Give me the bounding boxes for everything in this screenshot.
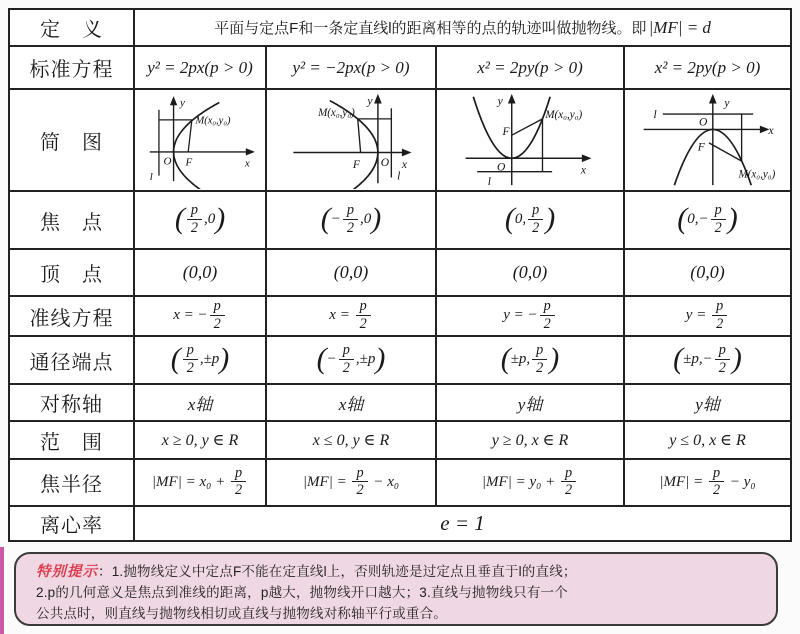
row-label-focal-radius: 焦半径 (9, 459, 134, 506)
directrix-label: l (149, 171, 153, 184)
vertex-2: (0,0) (333, 262, 369, 282)
row-label-symmetry-axis: 对称轴 (9, 384, 134, 421)
latus-3: (±p, $\frac{p}{2}$ ) (500, 342, 560, 376)
cell-equation-1 (134, 46, 266, 89)
definition-text: 平面与定点F和一条定直线l的距离相等的点的轨迹叫做抛物线。即 (214, 20, 647, 37)
note-line-2: 2.p的几何意义是焦点到准线的距离，p越大，抛物线开口越大；3.直线与抛物线只有一个 (36, 585, 568, 601)
row-label-vertex: 顶 点 (9, 249, 134, 296)
row-diagram (9, 89, 791, 191)
cell-latus-4 (624, 336, 791, 384)
note-line-1 (36, 561, 760, 583)
axis-label-y: y (367, 95, 373, 108)
equation-3: x² = 2py(p > 0) (477, 57, 583, 77)
latus-4: (±p,− $\frac{p}{2}$ ) (673, 342, 742, 376)
axis-label-y: y (497, 95, 503, 108)
row-equation (9, 46, 791, 89)
focus-2: (− $\frac{p}{2}$ ,0) (320, 202, 382, 236)
cell-focus-4 (624, 191, 791, 249)
equation-4: x² = 2py(p > 0) (654, 57, 761, 77)
vertex-3: (0,0) (512, 262, 548, 282)
cell-range-2 (266, 421, 436, 459)
directrix-label: l (653, 108, 657, 121)
cell-focus-1 (134, 191, 266, 249)
directrix-4: y = $\frac{p}{2}$ (686, 307, 729, 323)
diagram-parabola-opens-right (137, 91, 265, 189)
cell-vertex-3 (436, 249, 624, 296)
cell-eccentricity (134, 506, 791, 541)
cell-directrix-3 (436, 296, 624, 336)
cell-vertex-1 (134, 249, 266, 296)
point-m-label: M(x₀,y₀) (195, 115, 231, 127)
cell-diagram-right-opening (134, 89, 266, 191)
radius-4: |MF| = $\frac{p}{2}$ − y₀ (659, 464, 756, 498)
focus-3: (0, $\frac{p}{2}$ ) (504, 202, 556, 236)
row-vertex (9, 249, 791, 296)
axis-label-x: x (580, 164, 587, 177)
axis-2: x轴 (338, 395, 364, 414)
cell-directrix-4 (624, 296, 791, 336)
cell-radius-1 (134, 459, 266, 506)
directrix-2: x = $\frac{p}{2}$ (329, 307, 372, 323)
cell-axis-2 (266, 384, 436, 421)
diagram-parabola-opens-up (441, 91, 619, 189)
focus-1: ( $\frac{p}{2}$ ,0) (174, 202, 226, 236)
radius-3: |MF| = y₀ + $\frac{p}{2}$ (482, 474, 578, 490)
equation-1: y² = 2px(p > 0) (147, 57, 253, 77)
diagram-parabola-opens-left (271, 91, 431, 189)
eccentricity-value: e = 1 (440, 511, 485, 535)
cell-vertex-4 (624, 249, 791, 296)
row-label-definition: 定 义 (9, 9, 134, 46)
focus-label: F (697, 141, 705, 154)
row-range (9, 421, 791, 459)
axis-4: y轴 (695, 395, 720, 414)
axis-label-x: x (401, 158, 408, 171)
cell-range-4 (624, 421, 791, 459)
note-text-1: ：1.抛物线定义中定点F不能在定直线l上，否则轨迹是过定点且垂直于l的直线； (98, 564, 577, 579)
note-line-3: 公共点时，则直线与抛物线相切或直线与抛物线对称轴平行或重合。 (36, 605, 447, 621)
cell-axis-3 (436, 384, 624, 421)
note-title: 特别提示 (36, 564, 98, 580)
row-label-focus: 焦 点 (9, 191, 134, 249)
row-label-diagram: 简 图 (9, 89, 134, 191)
row-definition (9, 9, 791, 46)
point-m-label: M(x₀,y₀) (737, 168, 775, 181)
cell-definition (134, 9, 791, 46)
row-symmetry-axis (9, 384, 791, 421)
cell-equation-3 (436, 46, 624, 89)
cell-latus-2 (266, 336, 436, 384)
cell-axis-4 (624, 384, 791, 421)
cell-latus-1 (134, 336, 266, 384)
axis-label-y: y (179, 97, 185, 110)
point-m-label: M(x₀,y₀) (545, 108, 583, 121)
radius-2: |MF| = $\frac{p}{2}$ − x₀ (302, 464, 400, 498)
vertex-1: (0,0) (182, 262, 218, 282)
axis-3: y轴 (517, 395, 543, 414)
cell-radius-4 (624, 459, 791, 506)
directrix-1: x = − $\frac{p}{2}$ (173, 307, 227, 323)
focus-label: F (185, 156, 193, 169)
radius-1: |MF| = x₀ + $\frac{p}{2}$ (152, 474, 248, 490)
cell-equation-2 (266, 46, 436, 89)
axis-1: x轴 (187, 395, 213, 414)
cell-radius-2 (266, 459, 436, 506)
definition-math: |MF| = d (648, 18, 711, 37)
row-focal-radius (9, 459, 791, 506)
directrix-label: l (487, 176, 491, 189)
row-label-eccentricity: 离心率 (9, 506, 134, 541)
origin-label: O (497, 161, 506, 174)
special-note-box (14, 552, 778, 626)
axis-label-x: x (768, 125, 774, 138)
focus-label: F (352, 158, 360, 171)
cell-diagram-left-opening (266, 89, 436, 191)
latus-1: ( $\frac{p}{2}$ ,±p) (170, 342, 230, 376)
row-label-range: 范 围 (9, 421, 134, 459)
axis-label-y: y (723, 97, 729, 110)
cell-diagram-up-opening (436, 89, 624, 191)
range-2: x ≤ 0, y ∈ R (312, 432, 390, 449)
origin-label: O (163, 155, 172, 168)
focus-4: (0,− $\frac{p}{2}$ ) (677, 202, 738, 236)
cell-diagram-down-opening (624, 89, 791, 191)
row-label-equation: 标准方程 (9, 46, 134, 89)
axis-label-x: x (244, 157, 250, 170)
cell-focus-3 (436, 191, 624, 249)
cell-range-1 (134, 421, 266, 459)
vertex-4: (0,0) (690, 262, 725, 282)
directrix-label: l (397, 170, 401, 183)
directrix-3: y = − $\frac{p}{2}$ (503, 307, 557, 323)
cell-radius-3 (436, 459, 624, 506)
row-label-latus-rectum: 通径端点 (9, 336, 134, 384)
cell-vertex-2 (266, 249, 436, 296)
latus-2: (− $\frac{p}{2}$ ,±p) (316, 342, 386, 376)
row-latus-rectum (9, 336, 791, 384)
range-4: y ≤ 0, x ∈ R (669, 432, 746, 449)
cell-directrix-1 (134, 296, 266, 336)
origin-label: O (698, 116, 707, 129)
point-m-label: M(x₀,y₀) (318, 106, 355, 119)
cell-equation-4 (624, 46, 791, 89)
diagram-parabola-opens-down (629, 91, 787, 189)
equation-2: y² = −2px(p > 0) (292, 57, 410, 77)
origin-label: O (380, 156, 390, 169)
left-accent-strip (0, 547, 4, 634)
range-1: x ≥ 0, y ∈ R (161, 432, 239, 449)
cell-focus-2 (266, 191, 436, 249)
row-directrix (9, 296, 791, 336)
range-3: y ≥ 0, x ∈ R (491, 432, 569, 449)
row-eccentricity (9, 506, 791, 541)
cell-range-3 (436, 421, 624, 459)
focus-label: F (502, 126, 510, 139)
cell-latus-3 (436, 336, 624, 384)
row-focus (9, 191, 791, 249)
cell-axis-1 (134, 384, 266, 421)
row-label-directrix: 准线方程 (9, 296, 134, 336)
cell-directrix-2 (266, 296, 436, 336)
parabola-summary-table (8, 8, 792, 542)
